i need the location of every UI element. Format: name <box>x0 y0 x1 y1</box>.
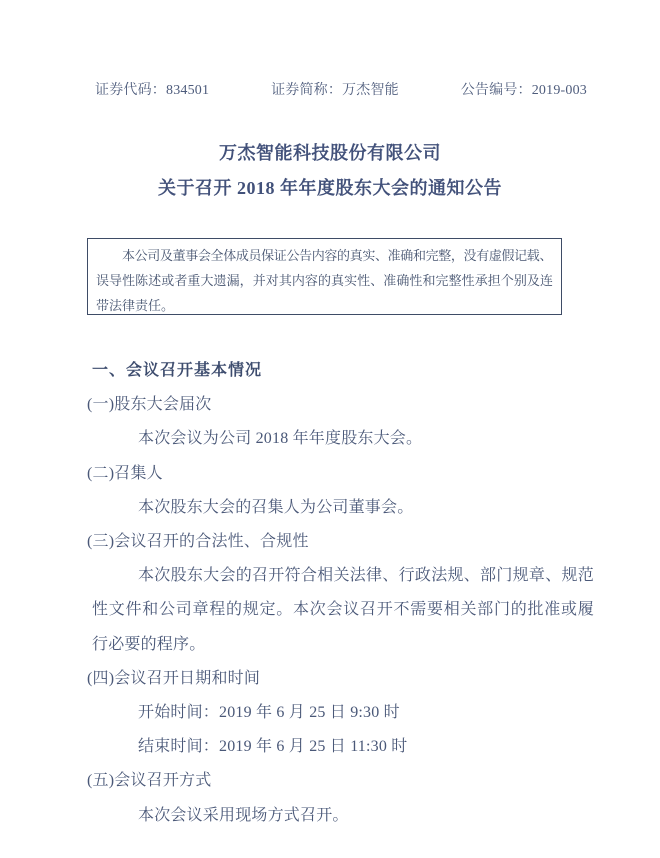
subsection-heading: (三)会议召开的合法性、合规性 <box>87 533 309 551</box>
disclaimer-line: 本公司及董事会全体成员保证公告内容的真实、准确和完整，没有虚假记载、 <box>122 248 553 263</box>
document-header-row <box>95 79 587 99</box>
paragraph-line: 本次股东大会的召集人为公司董事会。 <box>138 498 414 516</box>
disclaimer-line: 误导性陈述或者重大遗漏，并对其内容的真实性、准确性和完整性承担个别及连 <box>96 273 553 288</box>
subsection-heading: (一)股东大会届次 <box>87 396 212 414</box>
securities-name: 证券简称：万杰智能 <box>271 83 399 98</box>
document-title-block <box>0 136 660 206</box>
disclaimer-box <box>87 238 562 315</box>
meeting-end-time: 结束时间：2019 年 6 月 25 日 11:30 时 <box>138 738 408 756</box>
paragraph-line: 性文件和公司章程的规定。本次会议召开不需要相关部门的批准或履 <box>92 601 594 619</box>
paragraph-line: 本次股东大会的召开符合相关法律、行政法规、部门规章、规范 <box>138 567 594 585</box>
company-name-title: 万杰智能科技股份有限公司 <box>219 143 441 163</box>
paragraph-line: 行必要的程序。 <box>92 635 206 653</box>
announcement-subject-title: 关于召开 2018 年年度股东大会的通知公告 <box>158 178 502 198</box>
disclaimer-line: 带法律责任。 <box>96 298 175 313</box>
meeting-start-time: 开始时间：2019 年 6 月 25 日 9:30 时 <box>138 704 400 722</box>
subsection-heading: (四)会议召开日期和时间 <box>87 669 261 687</box>
announcement-number: 公告编号：2019-003 <box>460 83 587 98</box>
section-heading: 一、会议召开基本情况 <box>92 362 263 379</box>
subsection-heading: (五)会议召开方式 <box>87 772 212 790</box>
subsection-heading: (二)召集人 <box>87 464 163 482</box>
securities-code: 证券代码：834501 <box>95 83 210 98</box>
paragraph-line: 本次会议采用现场方式召开。 <box>138 806 349 824</box>
document-body <box>87 354 594 833</box>
paragraph-line: 本次会议为公司 2018 年年度股东大会。 <box>138 430 423 448</box>
